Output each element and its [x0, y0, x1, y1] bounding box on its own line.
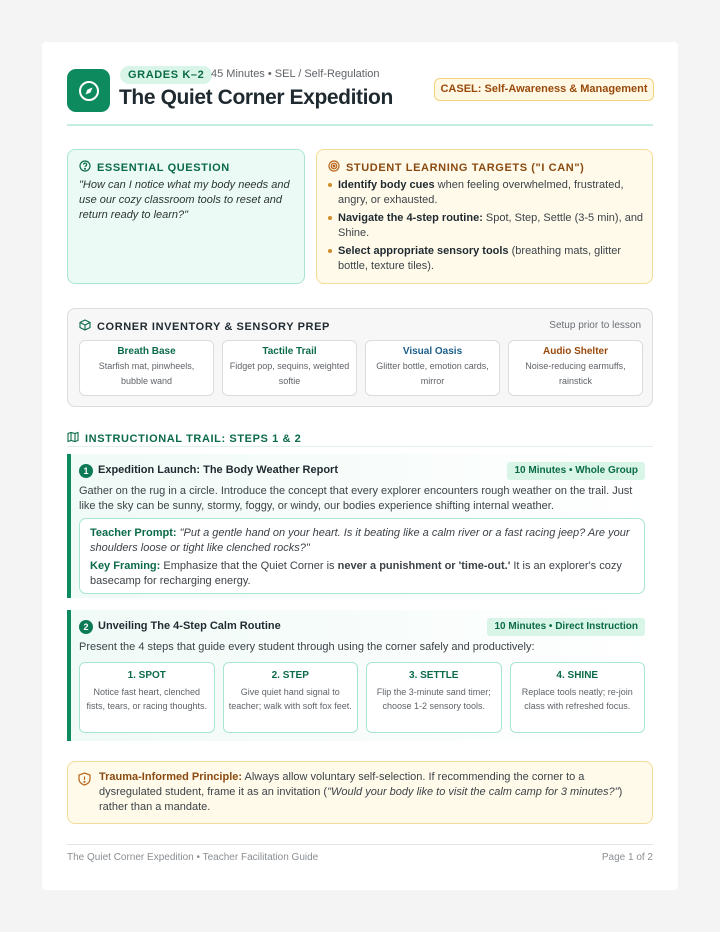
routine-step-spot: 1. SPOT Notice fast heart, clenched fists, tears, or racing thoughts. — [79, 662, 215, 733]
section-divider — [67, 446, 653, 447]
map-icon — [67, 431, 79, 446]
inventory-item-name: Breath Base — [117, 346, 176, 357]
learning-targets-card — [316, 149, 653, 284]
step-1-block — [67, 454, 653, 598]
grade-badge: GRADES K–2 — [120, 66, 212, 84]
step-description: Gather on the rug in a circle. Introduce the concept that every explorer encounters rough weather on the trail. Just like the sky can be sunny, stormy, foggy, or windy, our bodies experience shifting internal weather. — [79, 485, 633, 512]
inventory-note: Setup prior to lesson — [549, 320, 641, 331]
essential-question-text: "How can I notice what my body needs and use our cozy classroom tools to reset and return ready to learn?" — [79, 179, 290, 221]
inventory-heading: CORNER INVENTORY & SENSORY PREP — [97, 320, 330, 333]
inventory-items — [79, 340, 643, 396]
lesson-page — [42, 42, 678, 890]
routine-step-step: 2. STEP Give quiet hand signal to teacher; walk with soft fox feet. — [223, 662, 359, 733]
inventory-item — [365, 340, 500, 396]
routine-step-settle: 3. SETTLE Flip the 3-minute sand timer; choose 1-2 sensory tools. — [366, 662, 502, 733]
list-item: Navigate the 4-step routine: Spot, Step, Settle (3-5 min), and Shine. — [328, 211, 646, 241]
inventory-item-desc: Starfish mat, pinwheels, bubble wand — [98, 361, 195, 386]
inventory-item — [508, 340, 643, 396]
inventory-item-name: Tactile Trail — [262, 346, 317, 357]
inventory-item-name: Visual Oasis — [402, 346, 463, 357]
step-number: 2 — [79, 620, 93, 634]
casel-badge: CASEL: Self-Awareness & Management — [434, 78, 654, 101]
step-duration-badge: 10 Minutes • Whole Group — [507, 462, 645, 480]
step-title: Expedition Launch: The Body Weather Report — [98, 464, 338, 476]
step-title: Unveiling The 4-Step Calm Routine — [98, 620, 281, 632]
list-item: Identify body cues when feeling overwhelmed, frustrated, angry, or exhausted. — [328, 178, 646, 208]
step-duration-badge: 10 Minutes • Direct Instruction — [487, 618, 645, 636]
inventory-item — [222, 340, 357, 396]
trauma-informed-callout — [67, 761, 653, 824]
footer-title: The Quiet Corner Expedition • Teacher Facilitation Guide — [67, 852, 319, 863]
step-number: 1 — [79, 464, 93, 478]
essential-question-card — [67, 149, 305, 284]
inventory-item-desc: Noise-reducing earmuffs, rainstick — [525, 361, 626, 386]
step-2-block — [67, 610, 653, 741]
compass-icon — [67, 69, 110, 112]
footer-divider — [67, 844, 653, 845]
learning-targets-list — [328, 178, 646, 277]
inventory-item-desc: Glitter bottle, emotion cards, mirror — [376, 361, 489, 386]
inventory-item-name: Audio Shelter — [542, 346, 608, 357]
routine-steps — [79, 662, 645, 733]
list-item: Select appropriate sensory tools (breathing mats, glitter bottle, texture tiles). — [328, 244, 646, 274]
key-framing: Key Framing: Emphasize that the Quiet Corner is never a punishment or 'time-out.' It is an explorer's cozy basecamp for recharging energy. — [90, 560, 622, 587]
teacher-prompt: Teacher Prompt: "Put a gentle hand on your heart. Is it beating like a calm river or a fast racing jeep? Are your shoulders loose or tight like clenched rocks?" — [90, 527, 630, 554]
target-icon — [328, 160, 340, 175]
inventory-item — [79, 340, 214, 396]
page-title: The Quiet Corner Expedition — [119, 86, 393, 109]
box-icon — [79, 319, 91, 334]
teacher-prompt-box — [79, 518, 645, 594]
trail-heading: INSTRUCTIONAL TRAIL: STEPS 1 & 2 — [85, 432, 302, 445]
shield-alert-icon — [78, 772, 91, 791]
page-number: Page 1 of 2 — [601, 852, 653, 863]
essential-question-heading: ESSENTIAL QUESTION — [97, 161, 230, 174]
inventory-card — [67, 308, 653, 407]
step-description: Present the 4 steps that guide every student through using the corner safely and productively: — [79, 641, 535, 653]
lesson-meta: 45 Minutes • SEL / Self-Regulation — [211, 68, 380, 80]
trail-section-header — [67, 431, 301, 446]
header-divider — [67, 124, 653, 126]
learning-targets-heading: STUDENT LEARNING TARGETS ("I CAN") — [346, 161, 585, 174]
routine-step-shine: 4. SHINE Replace tools neatly; re-join class with refreshed focus. — [510, 662, 646, 733]
trauma-informed-text: Trauma-Informed Principle: Always allow voluntary self-selection. If recommending the corner to a dysregulated student, frame it as an invitation ("Would your body like to visit the calm camp for 3 minutes?") rather than a mandate. — [99, 771, 623, 813]
inventory-item-desc: Fidget pop, sequins, weighted softie — [229, 361, 350, 386]
question-circle-icon — [79, 160, 91, 175]
